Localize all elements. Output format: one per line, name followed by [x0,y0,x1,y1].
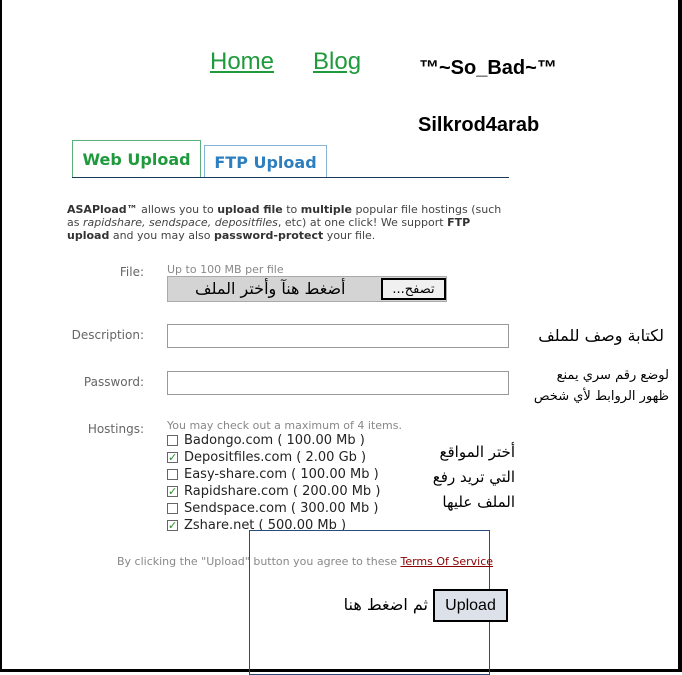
tab-ftp-upload[interactable]: FTP Upload [204,145,327,178]
hosting-item[interactable] [167,449,366,465]
hosting-item[interactable] [167,432,365,448]
description-input[interactable] [167,324,509,348]
file-hint: Up to 100 MB per file [167,263,284,276]
hosting-label: Badongo.com ( 100.00 Mb ) [184,432,365,448]
window-border-right [678,0,682,672]
hosting-checkbox[interactable]: ✓ [168,484,178,498]
file-label: File: [119,265,144,279]
password-note-arabic-1: لوضع رقم سري يمنع [556,368,669,383]
window-border-left [0,0,2,672]
hosting-label: Depositfiles.com ( 2.00 Gb ) [184,449,367,465]
terms-notice: By clicking the "Upload" button you agree to these Terms Of Service [117,555,494,568]
password-label: Password: [83,375,144,389]
upload-note-arabic: ثم اضغط هنا [343,595,428,614]
hosting-checkbox[interactable] [167,469,178,480]
hosting-checkbox[interactable]: ✓ [168,518,178,532]
nav-blog-link[interactable]: Blog [313,48,362,75]
tab-web-upload[interactable]: Web Upload [72,140,201,178]
heading-sobad: ™~So_Bad~™ [419,57,557,79]
hosting-label: Rapidshare.com ( 200.00 Mb ) [184,483,381,499]
description-label: Description: [71,328,144,342]
hostings-note-arabic-2: التي تريد رفع [432,468,515,486]
browse-button[interactable]: ...تصفح [381,278,446,300]
hosting-checkbox[interactable] [167,503,178,514]
hosting-item[interactable] [167,483,380,499]
hosting-label: Easy-share.com ( 100.00 Mb ) [184,466,379,482]
hosting-checkbox[interactable]: ✓ [168,450,178,464]
hostings-hint: You may check out a maximum of 4 items. [167,419,402,432]
nav-home-link[interactable]: Home [210,48,275,75]
hostings-label: Hostings: [87,422,144,436]
heading-silkrod: Silkrod4arab [418,114,540,136]
file-placeholder-arabic: أضغط هنآ وأختر الملف [195,279,346,298]
intro-text: ASAPload™ allows you to upload file to multiple popular file hostings (such as rapidshare, sendspace, depositfiles, etc) at one click! We support FTP upload and you may also password-protect your file. [67,203,502,242]
hosting-label: Zshare.net ( 500.00 Mb ) [184,517,347,533]
tab-underline [72,177,509,178]
terms-link[interactable]: Terms Of Service [400,555,494,568]
description-note-arabic: لكتابة وصف للملف [538,326,664,345]
hostings-note-arabic-3: الملف عليها [442,493,515,511]
password-input[interactable] [167,371,509,395]
password-note-arabic-2: ظهور الروابط لأي شخص [533,389,669,404]
hostings-note-arabic-1: أختر المواقع [439,443,515,461]
hosting-label: Sendspace.com ( 300.00 Mb ) [184,500,379,516]
hosting-item[interactable] [167,500,378,516]
hosting-checkbox[interactable] [167,435,178,446]
upload-button[interactable]: Upload [433,589,508,622]
hosting-item[interactable] [167,466,379,482]
